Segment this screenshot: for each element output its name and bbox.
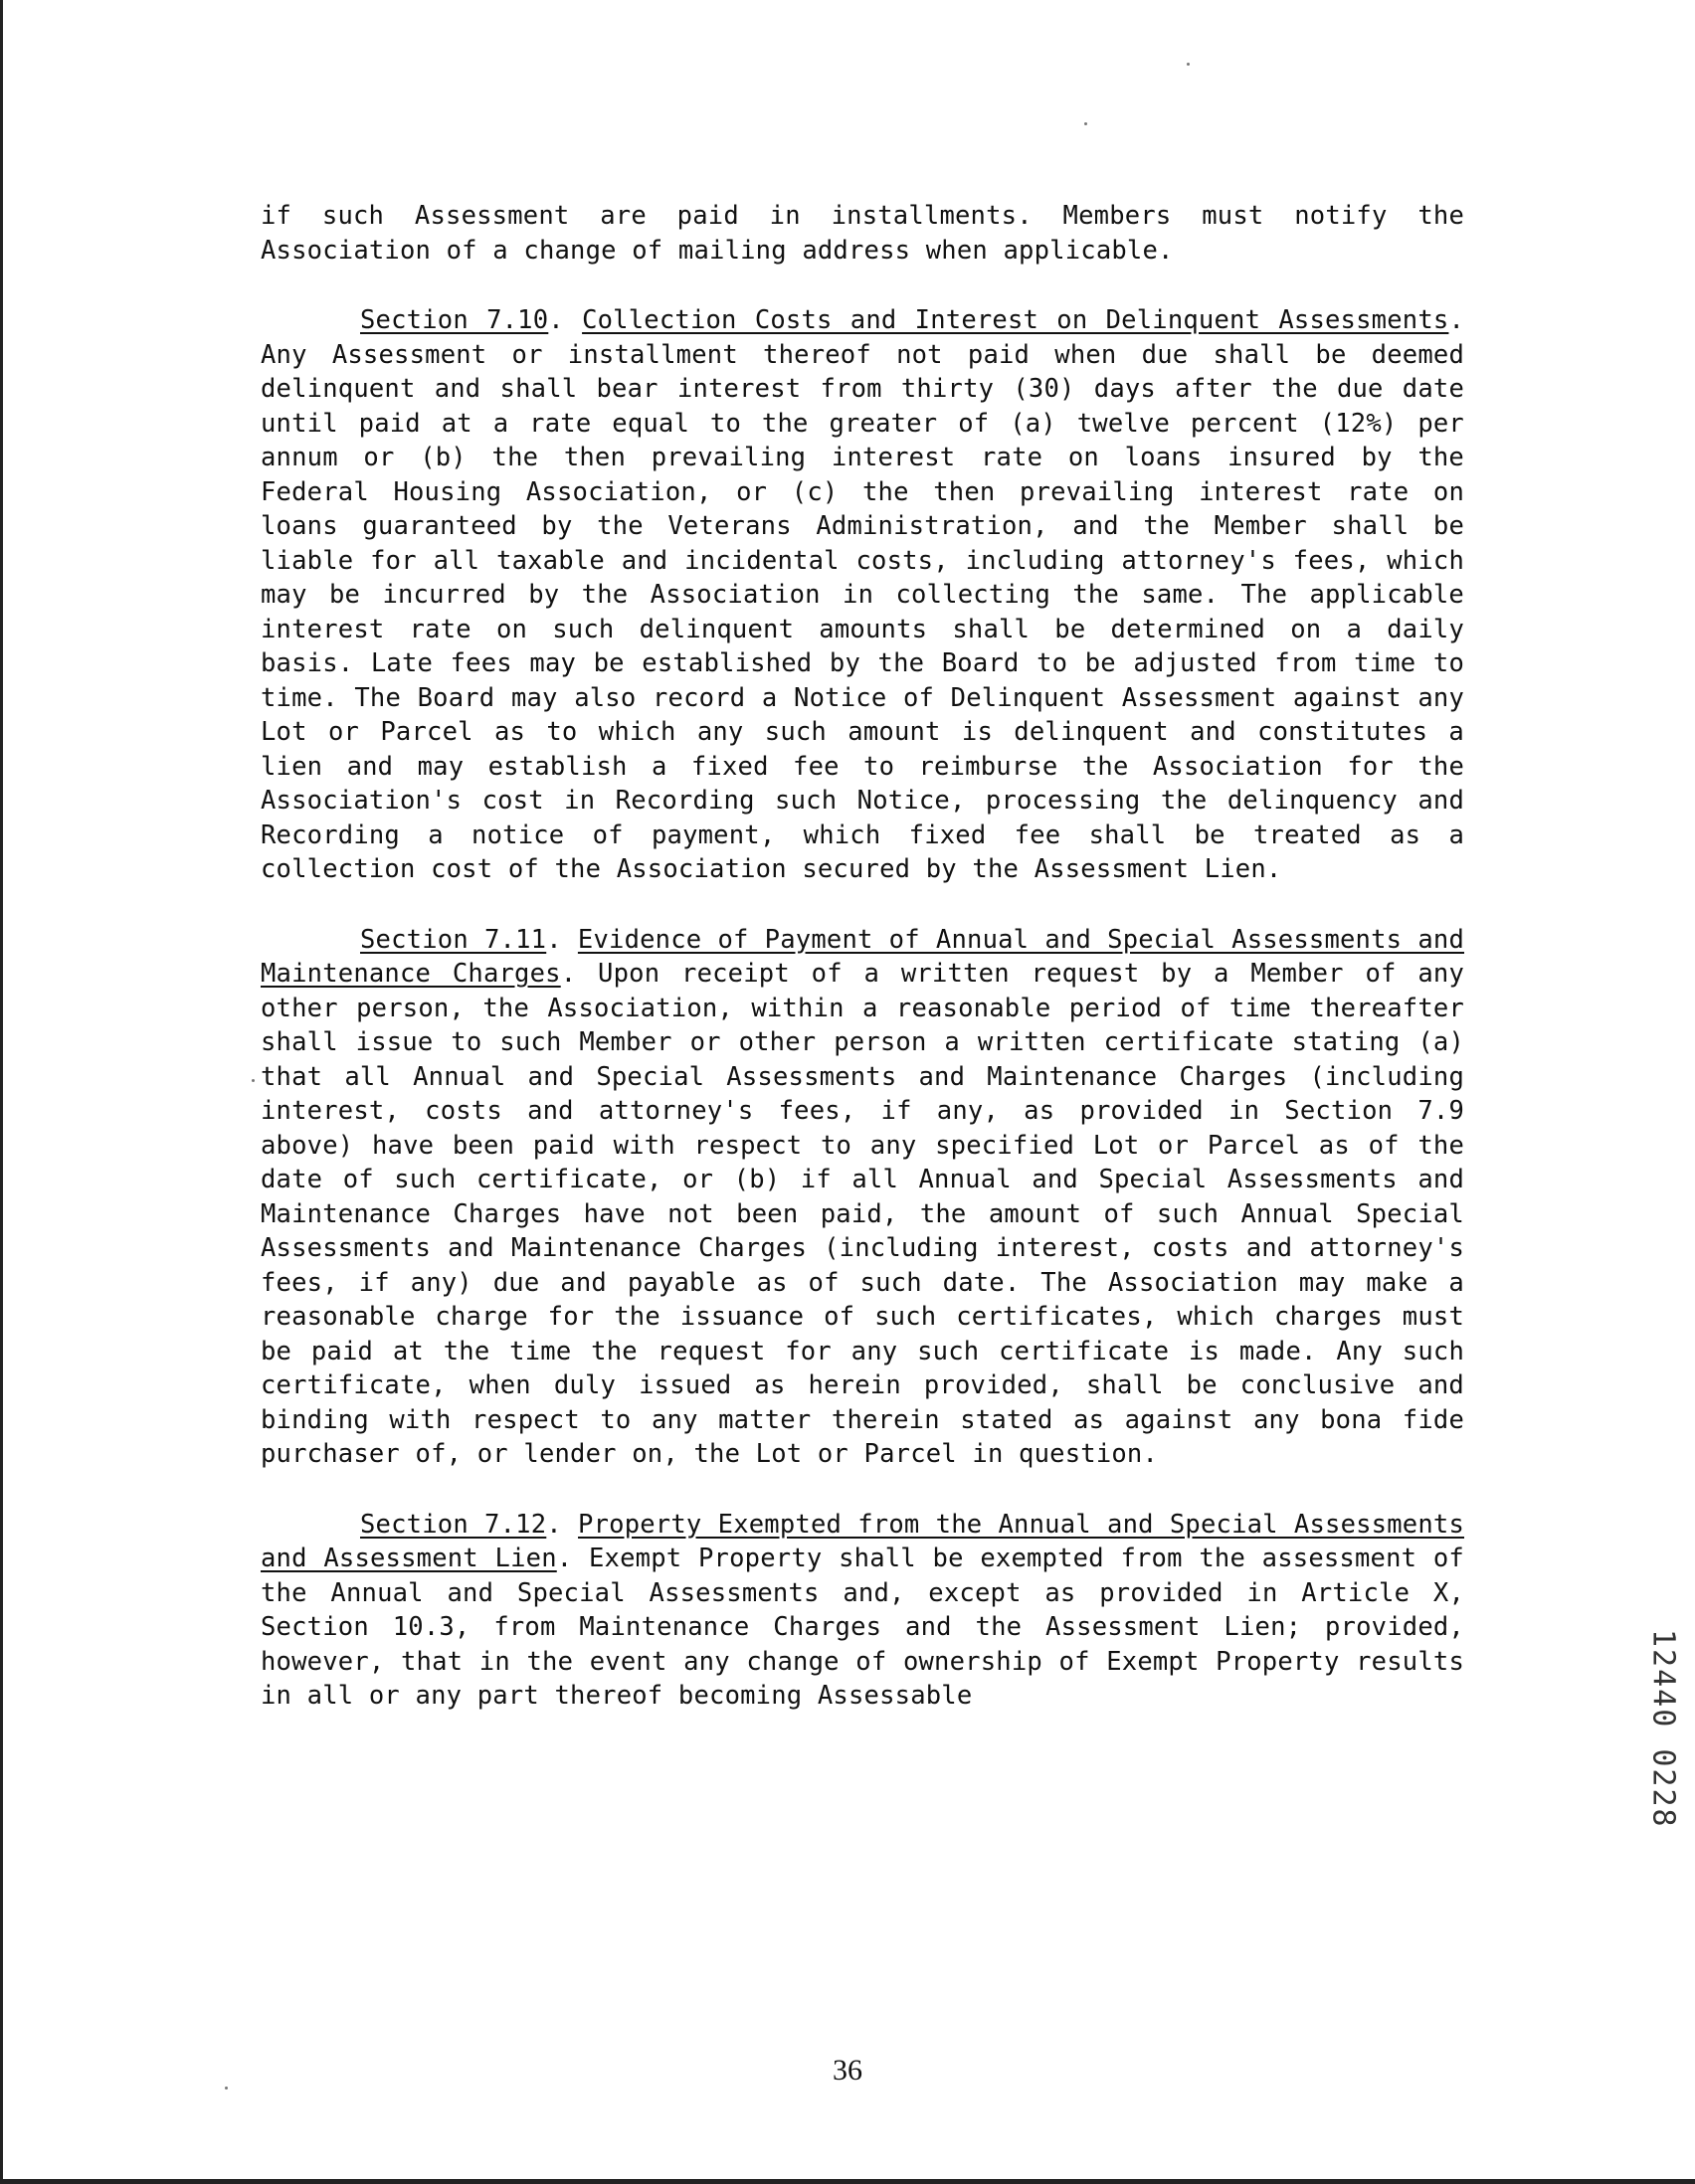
- scan-speck: [1187, 63, 1190, 66]
- section-7-10-title: Collection Costs and Interest on Delinquent Assessments: [582, 305, 1449, 335]
- section-7-10-body: . Any Assessment or installment thereof not paid when due shall be deemed delinquent and shall bear interest from thirty (30) days after the due date until paid at a rate equal to the greater of (a) twelve percent (12%) per annum or (b) the then prevailing interest rate on loans insured by the Federal Housing Association, or (c) the then prevailing interest rate on loans guaranteed by the Veterans Administration, and the Member shall be liable for all taxable and incidental costs, including attorney's fees, which may be incurred by the Association in collecting the same. The applicable interest rate on such delinquent amounts shall be determined on a daily basis. Late fees may be established by the Board to be adjusted from time to time. The Board may also record a Notice of Delinquent Assessment against any Lot or Parcel as to which any such amount is delinquent and constitutes a lien and may establish a fixed fee to reimburse the Association for the Association's cost in Recording such Notice, processing the delinquency and Recording a notice of payment, which fixed fee shall be treated as a collection cost of the Association secured by the Assessment Lien.: [261, 305, 1464, 884]
- document-body: [261, 199, 1464, 1714]
- section-7-11-number: Section 7.11: [360, 924, 547, 955]
- section-7-11-title: Evidence of Payment of Annual and Special Assessments and Maintenance Charges: [261, 924, 1464, 989]
- scan-border-bottom: [0, 2179, 1695, 2184]
- section-7-11: Section 7.11. Evidence of Payment of Annual and Special Assessments and Maintenance Charges. Upon receipt of a written request by a Member of any other person, the Association, within a reasonable period of time thereafter shall issue to such Member or other person a written certificate stating (a) that all Annual and Special Assessments and Maintenance Charges (including interest, costs and attorney's fees, if any, as provided in Section 7.9 above) have been paid with respect to any specified Lot or Parcel as of the date of such certificate, or (b) if all Annual and Special Assessments and Maintenance Charges have not been paid, the amount of such Annual Special Assessments and Maintenance Charges (including interest, costs and attorney's fees, if any) due and payable as of such date. The Association may make a reasonable charge for the issuance of such certificates, which charges must be paid at the time the request for any such certificate is made. Any such certificate, when duly issued as herein provided, shall be conclusive and binding with respect to any matter therein stated as against any bona fide purchaser of, or lender on, the Lot or Parcel in question.: [261, 924, 1464, 1469]
- section-7-11-body: . Upon receipt of a written request by a Member of any other person, the Association, within a reasonable period of time thereafter shall issue to such Member or other person a written certificate stating (a) that all Annual and Special Assessments and Maintenance Charges (including interest, costs and attorney's fees, if any, as provided in Section 7.9 above) have been paid with respect to any specified Lot or Parcel as of the date of such certificate, or (b) if all Annual and Special Assessments and Maintenance Charges have not been paid, the amount of such Annual Special Assessments and Maintenance Charges (including interest, costs and attorney's fees, if any) due and payable as of such date. The Association may make a reasonable charge for the issuance of such certificates, which charges must be paid at the time the request for any such certificate is made. Any such certificate, when duly issued as herein provided, shall be conclusive and binding with respect to any matter therein stated as against any bona fide purchaser of, or lender on, the Lot or Parcel in question.: [261, 959, 1464, 1469]
- scan-speck: [1084, 122, 1087, 125]
- recording-stamp: [1609, 1599, 1681, 1833]
- scan-speck: [252, 1079, 255, 1082]
- scan-speck: [225, 2087, 228, 2090]
- section-7-10-number: Section 7.10: [360, 305, 549, 335]
- section-7-12-body: . Exempt Property shall be exempted from the assessment of the Annual and Special Assessments and, except as provided in Article X, Section 10.3, from Maintenance Charges and the Assessment Lien; provided, however, that in the event any change of ownership of Exempt Property results in all or any part thereof becoming Assessable: [261, 1544, 1464, 1711]
- scan-border-left: [0, 0, 3, 2184]
- section-7-12: Section 7.12. Property Exempted from the Annual and Special Assessments and Assessment Lien. Exempt Property shall be exempted from the assessment of the Annual and Special Assessments and, except as provided in Article X, Section 10.3, from Maintenance Charges and the Assessment Lien; provided, however, that in the event any change of ownership of Exempt Property results in all or any part thereof becoming Assessable: [261, 1509, 1464, 1711]
- section-7-12-title: Property Exempted from the Annual and Special Assessments and Assessment Lien: [261, 1509, 1464, 1573]
- page-number: 36: [833, 2054, 862, 2087]
- recording-stamp-text: 12440 0228: [1645, 1629, 1681, 1829]
- section-7-10: Section 7.10. Collection Costs and Interest on Delinquent Assessments. Any Assessment or installment thereof not paid when due shall be deemed delinquent and shall bear interest from thirty (30) days after the due date until paid at a rate equal to the greater of (a) twelve percent (12%) per annum or (b) the then prevailing interest rate on loans insured by the Federal Housing Association, or (c) the then prevailing interest rate on loans guaranteed by the Veterans Administration, and the Member shall be liable for all taxable and incidental costs, including attorney's fees, which may be incurred by the Association in collecting the same. The applicable interest rate on such delinquent amounts shall be determined on a daily basis. Late fees may be established by the Board to be adjusted from time to time. The Board may also record a Notice of Delinquent Assessment against any Lot or Parcel as to which any such amount is delinquent and constitutes a lien and may establish a fixed fee to reimburse the Association for the Association's cost in Recording such Notice, processing the delinquency and Recording a notice of payment, which fixed fee shall be treated as a collection cost of the Association secured by the Assessment Lien.: [261, 305, 1464, 884]
- section-7-12-number: Section 7.12: [360, 1509, 547, 1540]
- intro-paragraph: if such Assessment are paid in installments. Members must notify the Association of a change of mailing address when applicable.: [261, 201, 1464, 266]
